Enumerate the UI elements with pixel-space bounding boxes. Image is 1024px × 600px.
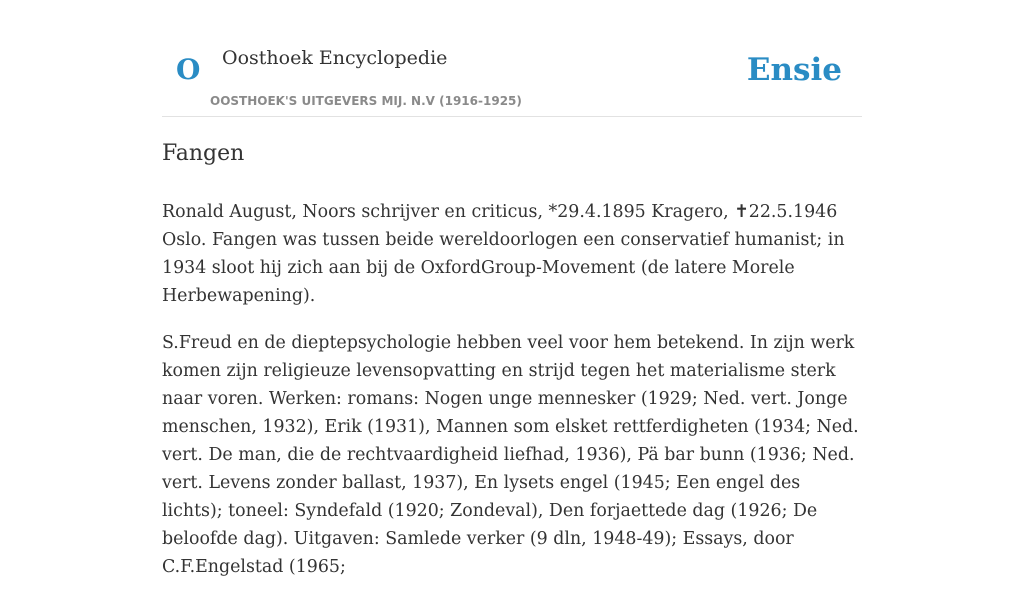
article-paragraph: Ronald August, Noors schrijver en criticus, *29.4.1895 Kragero, ✝22.5.1946 Oslo. Fangen was tussen beide wereldoorlogen een conservatief humanist; in 1934 sloot hij zich aan bij de OxfordGroup-Movement (de latere Morele Herbewapening).: [162, 202, 845, 306]
logo-letter[interactable]: O: [176, 53, 201, 86]
article-paragraph: S.Freud en de dieptepsychologie hebben veel voor hem betekend. In zijn werk komen zijn religieuze levensopvatting en strijd tegen het materialisme sterk naar voren. Werken: romans: Nogen unge mennesker (1929; Ned. vert. Jonge menschen, 1932), Erik (1931), Mannen som elsket rettferdigheten (1934; Ned. vert. De man, die de rechtvaardigheid liefhad, 1936), Pä bar bunn (1936; Ned. vert. Levens zonder ballast, 1937), En lysets engel (1945; Een engel des lichts); toneel: Syndefald (1920; Zondeval), Den forjaettede dag (1926; De beloofde dag). Uitgaven: Samlede verker (9 dln, 1948-49); Essays, door C.F.Engelstad (1965;: [162, 333, 859, 577]
site-subtitle: OOSTHOEK'S UITGEVERS MIJ. N.V (1916-1925): [210, 94, 522, 108]
article: [162, 134, 864, 600]
site-header: [162, 0, 862, 117]
article-title: Fangen: [162, 141, 245, 166]
site-title: Oosthoek Encyclopedie: [222, 47, 448, 69]
brand-logo-link[interactable]: Ensie: [746, 52, 842, 88]
